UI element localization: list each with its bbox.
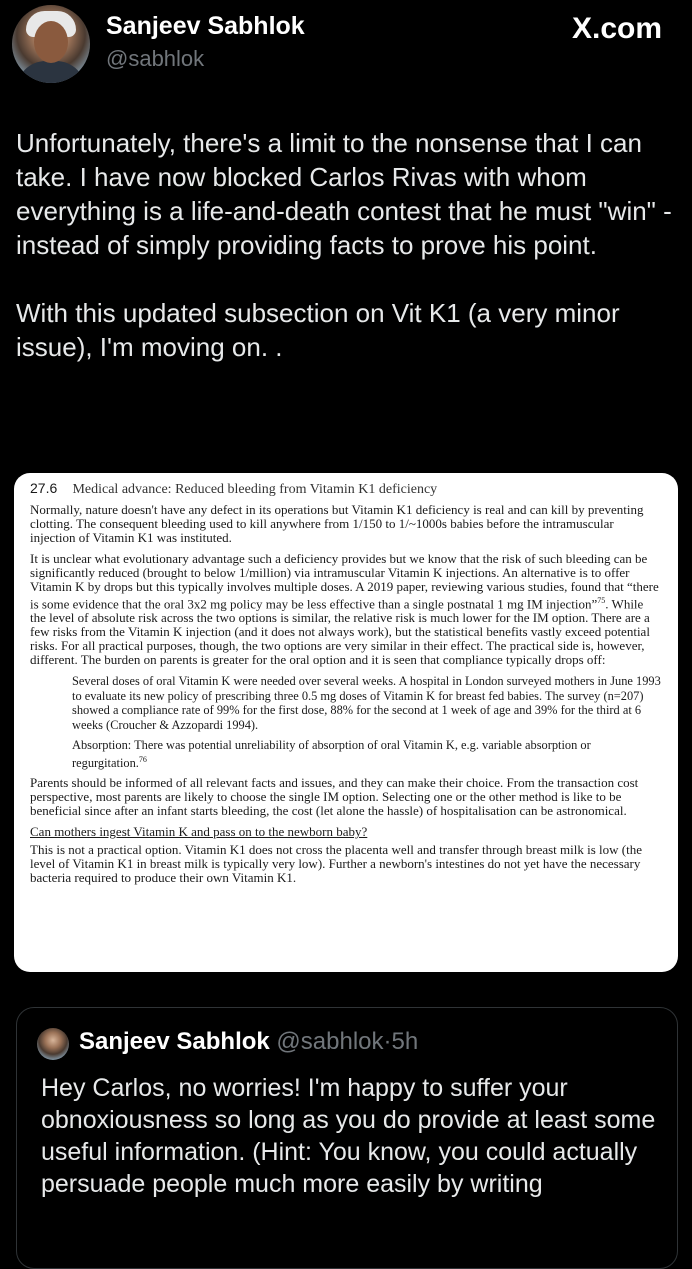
avatar-shirt — [16, 61, 86, 83]
doc-text: It is unclear what evolutionary advantage such a deficiency provides but we know that the risk of such bleeding can be significantly reduced (brought to below 1/million) via intramuscular Vitamin K injections. An alternative is to offer Vitamin K by drops but this typically involves multiple doses. A 2019 paper, reviewing various studies, found that “there is some evidence that the oral 3x2 mg policy may be less effective than a single postnatal 1 mg IM injection” — [30, 551, 659, 612]
section-title: Medical advance: Reduced bleeding from Vitamin K1 deficiency — [72, 482, 438, 497]
document-image[interactable] — [14, 473, 678, 972]
quoted-tweet[interactable] — [16, 1007, 678, 1269]
author-handle[interactable]: @sabhlok — [106, 46, 205, 71]
quoted-author-name: Sanjeev Sabhlok — [79, 1028, 270, 1055]
quoted-tweet-time: 5h — [391, 1028, 419, 1055]
quoted-author-handle: @sabhlok — [276, 1028, 384, 1055]
footnote-ref: 75 — [597, 596, 606, 605]
doc-paragraph: Parents should be informed of all relevant facts and issues, and they can make their choice. From the transaction cost perspective, most parents are likely to choose the single IM option. Selecting one or the other method is like to be beneficial since after an infant starts bleeding, the cost (let alone the hassle) of hospitalisation can be astronomical. — [30, 775, 639, 819]
quoted-tweet-header — [79, 1028, 418, 1056]
doc-subheading: Can mothers ingest Vitamin K and pass on to the newborn baby? — [30, 824, 368, 840]
doc-paragraph — [30, 552, 662, 667]
section-number: 27.6 — [30, 480, 58, 496]
doc-text: Absorption: There was potential unreliability of absorption of oral Vitamin K, e.g. variable absorption or regurgitation. — [72, 738, 591, 770]
doc-text: . While the level of absolute risk across the two options is similar, the relative risk is much lower for the IM option. There are a few risks from the Vitamin K injection (and it does not always work), but the statistical benefits vastly exceed potential risks. For all practical purposes, though, the two options are very similar in their effect. The practical side is, however, different. The burden on parents is greater for the oral option and it is seen that compliance typically drops off: — [30, 596, 650, 668]
tweet-text — [16, 126, 684, 364]
doc-paragraph: This is not a practical option. Vitamin K1 does not cross the placenta well and transfer through breast milk is low (the level of Vitamin K1 in breast milk is typically very low). Further a newborn's intestines do not yet have the necessary bacteria required to produce their own Vitamin K1. — [30, 842, 643, 886]
avatar-face — [34, 21, 68, 63]
x-logo: X.com — [571, 12, 662, 45]
quoted-author-avatar — [37, 1028, 69, 1060]
tweet-header — [0, 0, 692, 100]
author-avatar[interactable] — [12, 5, 90, 83]
quoted-tweet-text: Hey Carlos, no worries! I'm happy to suffer your obnoxiousness so long as you do provide at least some useful information. (Hint: You know, you could actually persuade people much more easily by writing — [41, 1074, 656, 1198]
section-heading — [30, 481, 662, 497]
doc-paragraph: Normally, nature doesn't have any defect in its operations but Vitamin K1 deficiency is real and can kill by preventing clotting. The consequent bleeding used to kill anywhere from 1/150 to 1/~1000s babies before the intramuscular injection of Vitamin K1 was instituted. — [30, 502, 644, 545]
doc-blockquote — [72, 738, 662, 770]
author-name[interactable]: Sanjeev Sabhlok — [106, 12, 305, 40]
doc-blockquote: Several doses of oral Vitamin K were needed over several weeks. A hospital in London surveyed mothers in June 1993 to evaluate its new policy of prescribing three 0.5 mg doses of Vitamin K for breast fed babies. The survey (n=207) showed a compliance rate of 99% for the first dose, 88% for the second at 1 week of age and 39% for the third at 6 weeks (Croucher & Azzopardi 1994). — [72, 674, 661, 732]
tweet-paragraph: Unfortunately, there's a limit to the nonsense that I can take. I have now blocked Carlos Rivas with whom everything is a life-and-death contest that he must "win" - instead of simply providing facts to prove his point. — [16, 128, 672, 260]
tweet-paragraph: With this updated subsection on Vit K1 (a very minor issue), I'm moving on. . — [16, 298, 620, 362]
footnote-ref: 76 — [138, 754, 147, 764]
meta-separator: · — [383, 1028, 392, 1055]
